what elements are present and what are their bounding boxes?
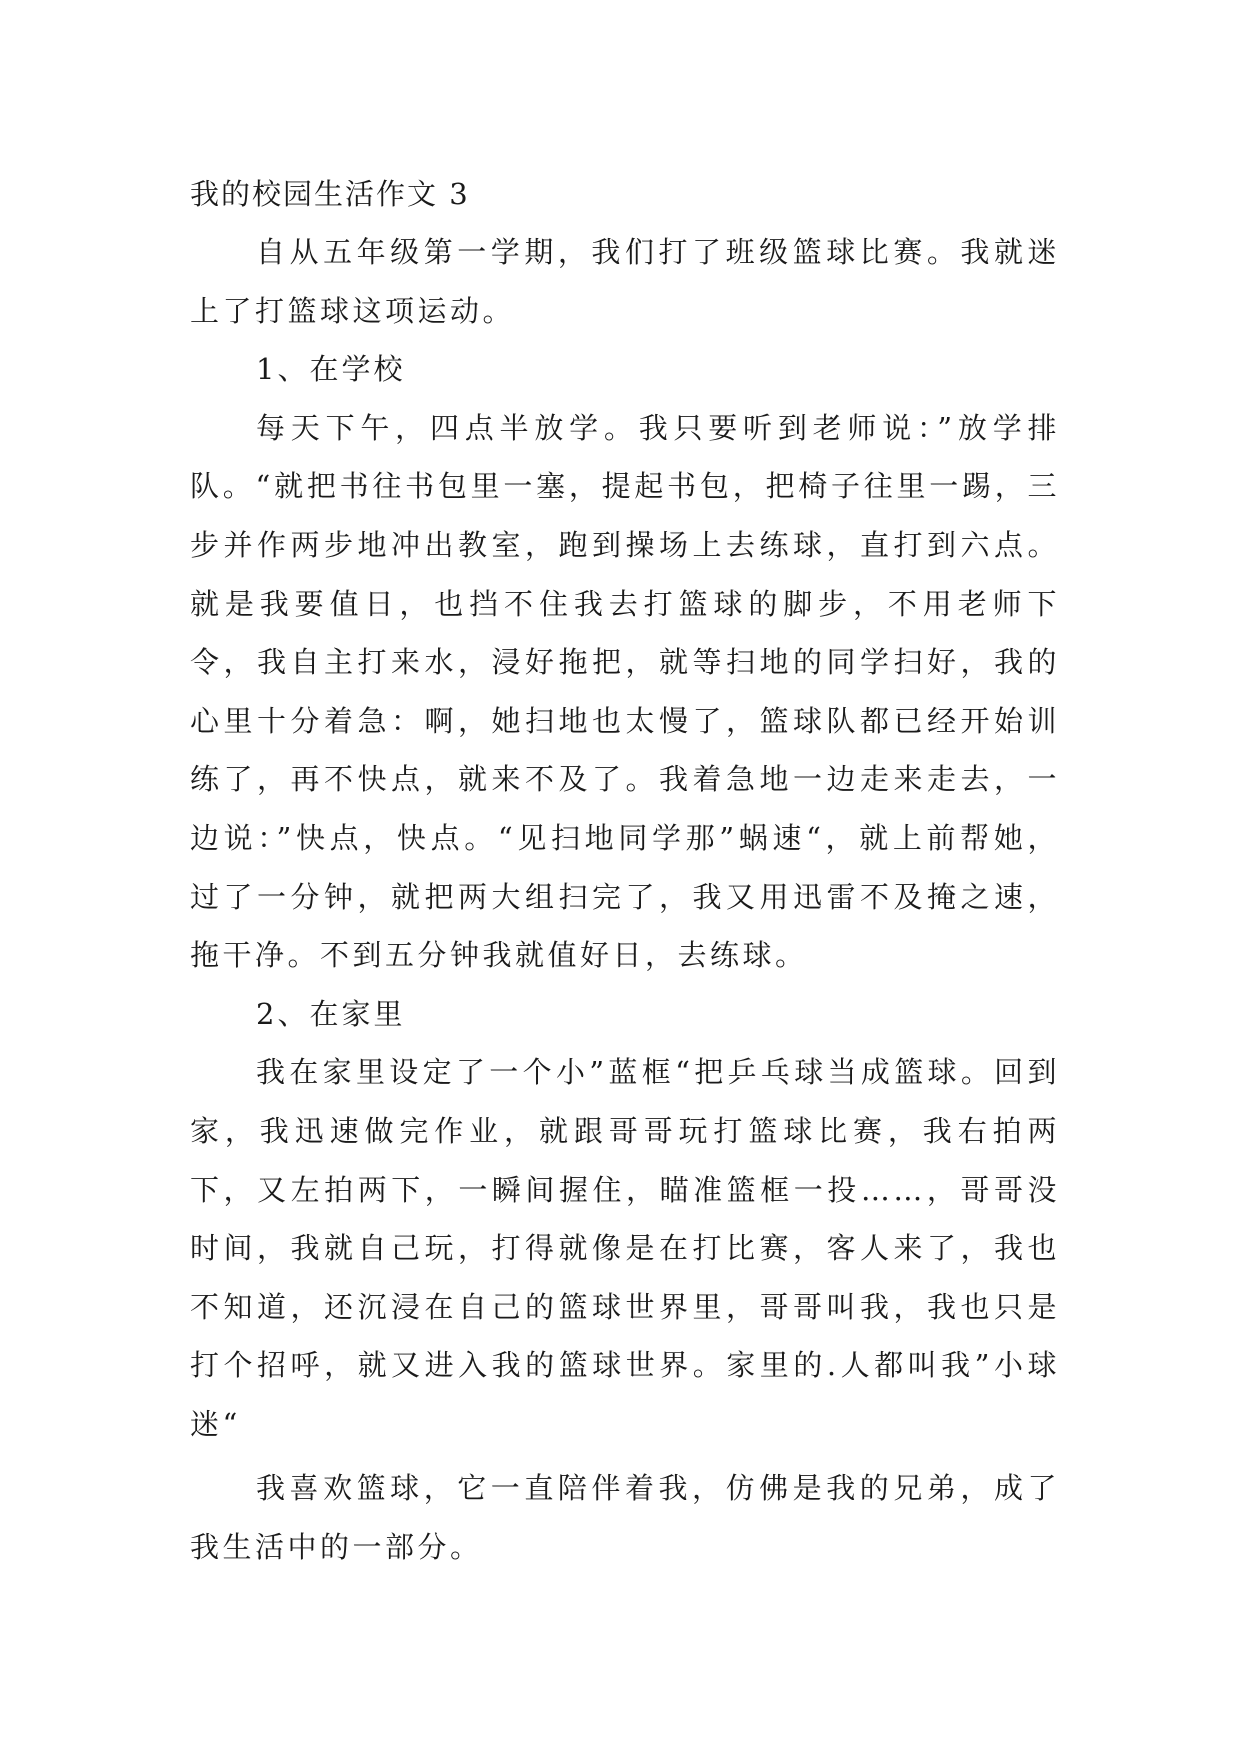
closing-paragraph: 我喜欢篮球，它一直陪伴着我，仿佛是我的兄弟，成了我生活中的一部分。: [190, 1471, 1060, 1565]
document-title: 我的校园生活作文 3: [190, 177, 470, 211]
intro-paragraph: 自从五年级第一学期，我们打了班级篮球比赛。我就迷上了打篮球这项运动。: [190, 235, 1060, 328]
school-paragraph: 每天下午，四点半放学。我只要听到老师说：”放学排队。“就把书往书包里一塞，提起书包，把椅子往里一踢，三步并作两步地冲出教室，跑到操场上去练球，直打到六点。就是我要值日，也挡不住我去打篮球的脚步，不用老师下令，我自主打来水，浸好拖把，就等扫地的同学扫好，我的心里十分着急：啊，她扫地也太慢了，篮球队都已经开始训练了，再不快点，就来不及了。我着急地一边走来走去，一边说：”快点，快点。“见扫地同学那”蜗速“，就上前帮她，过了一分钟，就把两大组扫完了，我又用迅雷不及掩之速，拖干净。不到五分钟我就值好日，去练球。: [190, 410, 1060, 973]
section-heading-school: 1、在学校: [256, 352, 406, 387]
document-page: [190, 165, 1060, 1577]
home-paragraph: 我在家里设定了一个小”蓝框“把乒乓球当成篮球。回到家，我迅速做完作业，就跟哥哥玩打篮球比赛，我右拍两下，又左拍两下，一瞬间握住，瞄准篮框一投……，哥哥没时间，我就自己玩，打得就像是在打比赛，客人来了，我也不知道，还沉浸在自己的篮球世界里，哥哥叫我，我也只是打个招呼，就又进入我的篮球世界。家里的.人都叫我”小球迷“: [190, 1055, 1060, 1441]
section-heading-home: 2、在家里: [256, 996, 406, 1031]
